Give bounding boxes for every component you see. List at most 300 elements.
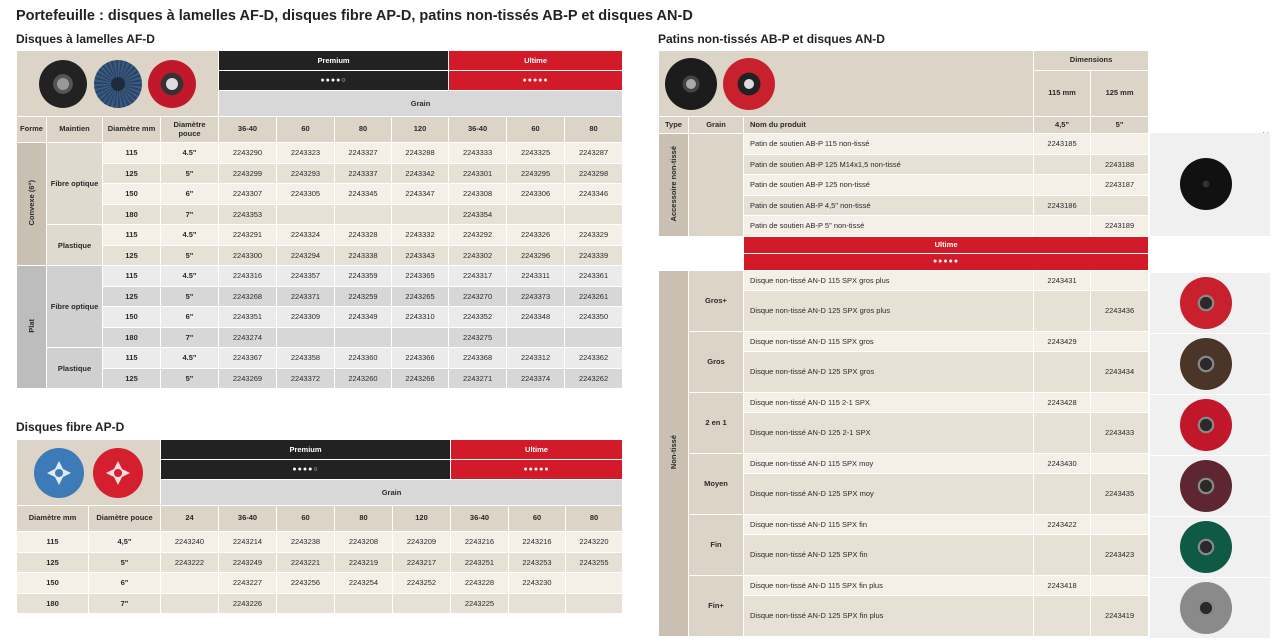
table-cell: 4.5"	[161, 266, 219, 287]
table-cell: 2243294	[277, 245, 335, 266]
abp-col-4-5in: 4,5"	[1034, 117, 1091, 134]
afd-premium-header: Premium	[219, 51, 449, 71]
table-row	[17, 143, 623, 164]
afd-product-images	[17, 51, 219, 117]
apd-col-grain: 120	[393, 506, 451, 532]
table-cell: 2243359	[335, 266, 392, 287]
table-cell: 2243271	[449, 368, 507, 389]
table-cell: 2243338	[335, 245, 392, 266]
spacer	[659, 236, 689, 253]
table-cell: 2243306	[507, 184, 565, 205]
table-cell: 2243419	[1091, 595, 1149, 636]
afd-maintien-plastique: Plastique	[47, 348, 103, 389]
apd-col-grain: 24	[161, 506, 219, 532]
table-cell: 2243343	[392, 245, 449, 266]
apd-col-grain: 36-40	[219, 506, 277, 532]
apd-table	[16, 439, 623, 614]
table-cell: 2243296	[507, 245, 565, 266]
afd-col-diam-mm: Diamètre mm	[103, 117, 161, 143]
afd-col-forme: Forme	[17, 117, 47, 143]
table-cell: 2243333	[449, 143, 507, 164]
table-cell	[277, 204, 335, 225]
table-cell: 2243366	[392, 348, 449, 369]
table-cell: 2243208	[335, 532, 393, 553]
afd-maintien-plastique: Plastique	[47, 225, 103, 266]
table-cell: 2243217	[393, 552, 451, 573]
spacer	[689, 253, 744, 270]
table-cell: 2243266	[392, 368, 449, 389]
table-cell: 2243287	[565, 143, 623, 164]
table-cell: 2243351	[219, 307, 277, 328]
table-cell: 125	[103, 245, 161, 266]
afd-premium-rating: ●●●●○	[219, 71, 449, 91]
table-cell: 2243307	[219, 184, 277, 205]
abp-dimensions-header: Dimensions	[1034, 51, 1149, 71]
table-cell: 115	[17, 532, 89, 553]
afd-col-grain: 60	[507, 117, 565, 143]
table-cell: 2243228	[451, 573, 509, 594]
table-row	[17, 225, 623, 246]
table-cell: 2243274	[219, 327, 277, 348]
abp-table	[658, 50, 1149, 637]
abp-grain-empty	[689, 134, 744, 237]
table-cell: 2243188	[1091, 154, 1149, 175]
product-name: Disque non-tissé AN-D 115 SPX gros plus	[744, 270, 1034, 290]
table-row	[17, 245, 623, 266]
table-cell: 2243216	[451, 532, 509, 553]
table-cell: 2243373	[507, 286, 565, 307]
afd-forme-plat-label: Plat	[27, 319, 36, 333]
table-cell: 2243295	[507, 163, 565, 184]
table-cell	[1091, 270, 1149, 290]
table-cell: 5"	[161, 286, 219, 307]
table-cell	[1091, 575, 1149, 595]
table-cell: 2243301	[449, 163, 507, 184]
abp-product-images	[659, 51, 1034, 117]
table-cell: 2243422	[1034, 514, 1091, 534]
table-row	[659, 392, 1149, 412]
table-cell	[566, 593, 623, 614]
product-name: Disque non-tissé AN-D 125 SPX moy	[744, 473, 1034, 514]
table-cell: 2243349	[335, 307, 392, 328]
table-row	[17, 552, 623, 573]
product-name: Disque non-tissé AN-D 125 SPX gros plus	[744, 290, 1034, 331]
table-cell: 2243185	[1034, 134, 1091, 155]
table-cell: 2243431	[1034, 270, 1091, 290]
table-row	[17, 184, 623, 205]
fiber-disc-blue-icon	[34, 448, 84, 498]
product-name: Patin de soutien AB-P 4,5" non-tissé	[744, 195, 1034, 216]
table-cell: 2243256	[277, 573, 335, 594]
table-cell: 2243252	[393, 573, 451, 594]
nonwoven-disc-image	[1150, 577, 1270, 638]
afd-ultime-rating: ●●●●●	[449, 71, 623, 91]
apd-col-grain: 36-40	[451, 506, 509, 532]
table-cell	[1034, 412, 1091, 453]
table-cell: 2243360	[335, 348, 392, 369]
table-cell: 6"	[161, 184, 219, 205]
table-cell: 2243187	[1091, 175, 1149, 196]
table-cell: 2243326	[507, 225, 565, 246]
table-row	[17, 348, 623, 369]
table-row	[659, 575, 1149, 595]
table-cell: 2243308	[449, 184, 507, 205]
afd-col-grain: 80	[565, 117, 623, 143]
table-cell: 2243186	[1034, 195, 1091, 216]
table-cell	[566, 573, 623, 594]
table-cell: 2243346	[565, 184, 623, 205]
table-cell	[393, 593, 451, 614]
table-cell: 2243300	[219, 245, 277, 266]
product-name: Patin de soutien AB-P 125 non-tissé	[744, 175, 1034, 196]
table-row	[659, 236, 1149, 253]
abp-col-nom: Nom du produit	[744, 117, 1034, 134]
table-cell: 125	[103, 163, 161, 184]
afd-section-title: Disques à lamelles AF-D	[16, 32, 155, 46]
table-cell: 4.5"	[161, 225, 219, 246]
nonwoven-disc-image	[1150, 272, 1270, 333]
afd-table	[16, 50, 623, 389]
table-cell: 150	[103, 184, 161, 205]
table-cell: 2243348	[507, 307, 565, 328]
table-cell: 2243358	[277, 348, 335, 369]
table-cell: 2243433	[1091, 412, 1149, 453]
table-cell	[509, 593, 566, 614]
product-name: Disque non-tissé AN-D 125 SPX gros	[744, 351, 1034, 392]
table-cell: 2243227	[219, 573, 277, 594]
apd-section-title: Disques fibre AP-D	[16, 420, 125, 434]
nonwoven-disc-image	[1150, 394, 1270, 455]
table-cell: 2243292	[449, 225, 507, 246]
afd-maintien-fibre: Fibre optique	[47, 266, 103, 348]
table-cell: 2243430	[1034, 453, 1091, 473]
table-cell	[1034, 473, 1091, 514]
afd-forme-plat	[17, 266, 47, 389]
table-cell: 7"	[161, 204, 219, 225]
table-cell: 180	[103, 204, 161, 225]
table-cell: 2243298	[565, 163, 623, 184]
nonwoven-disc-icon	[1180, 399, 1232, 451]
nonwoven-disc-image	[1150, 516, 1270, 577]
table-cell	[1091, 514, 1149, 534]
product-name: Disque non-tissé AN-D 115 SPX fin plus	[744, 575, 1034, 595]
afd-grain-header: Grain	[219, 91, 623, 117]
table-cell: 2243249	[219, 552, 277, 573]
product-name: Disque non-tissé AN-D 125 2-1 SPX	[744, 412, 1034, 453]
abp-type-accessoire-label: Accessoire non-tissé	[669, 146, 678, 222]
table-cell	[277, 327, 335, 348]
table-cell: 2243365	[392, 266, 449, 287]
table-cell	[392, 327, 449, 348]
table-cell: 2243253	[509, 552, 566, 573]
table-row	[17, 327, 623, 348]
table-cell	[1034, 351, 1091, 392]
afd-maintien-fibre: Fibre optique	[47, 143, 103, 225]
table-cell	[277, 593, 335, 614]
apd-ultime-header: Ultime	[451, 440, 623, 460]
nonwoven-disc-icon	[1180, 582, 1232, 634]
flap-disc-red-icon	[148, 60, 196, 108]
table-cell	[1034, 595, 1091, 636]
table-cell: 2243255	[566, 552, 623, 573]
table-cell: 2243270	[449, 286, 507, 307]
table-row	[659, 514, 1149, 534]
table-cell: 180	[103, 327, 161, 348]
table-row	[659, 134, 1149, 155]
afd-ultime-header: Ultime	[449, 51, 623, 71]
table-cell: 2243353	[219, 204, 277, 225]
apd-col-grain: 60	[509, 506, 566, 532]
table-cell: 2243367	[219, 348, 277, 369]
table-cell: 2243225	[451, 593, 509, 614]
table-row	[17, 307, 623, 328]
table-cell: 2243302	[449, 245, 507, 266]
table-row	[659, 253, 1149, 270]
table-cell: 2243374	[507, 368, 565, 389]
abp-grain-label: Fin	[689, 514, 744, 575]
table-cell: 2243261	[565, 286, 623, 307]
table-cell: 2243312	[507, 348, 565, 369]
afd-col-grain: 80	[335, 117, 392, 143]
table-cell: 2243423	[1091, 534, 1149, 575]
table-cell: 2243254	[335, 573, 393, 594]
table-cell: 2243251	[451, 552, 509, 573]
table-cell: 6"	[161, 307, 219, 328]
table-cell	[1034, 175, 1091, 196]
abp-type-accessoire	[659, 134, 689, 237]
table-row	[17, 573, 623, 594]
table-cell: 2243332	[392, 225, 449, 246]
product-name: Disque non-tissé AN-D 125 SPX fin	[744, 534, 1034, 575]
table-cell	[1091, 195, 1149, 216]
table-cell: 2243357	[277, 266, 335, 287]
product-name: Disque non-tissé AN-D 115 2-1 SPX	[744, 392, 1034, 412]
table-cell: 2243354	[449, 204, 507, 225]
table-row	[17, 266, 623, 287]
table-cell: 2243434	[1091, 351, 1149, 392]
table-cell: 2243219	[335, 552, 393, 573]
table-row	[17, 163, 623, 184]
table-cell: 2243311	[507, 266, 565, 287]
table-cell: 2243418	[1034, 575, 1091, 595]
table-row	[659, 453, 1149, 473]
table-cell: 2243269	[219, 368, 277, 389]
table-cell: 125	[103, 286, 161, 307]
afd-col-grain: 120	[392, 117, 449, 143]
nonwoven-disc-red-icon	[723, 58, 775, 110]
table-row	[659, 331, 1149, 351]
apd-col-diam-pouce: Diamètre pouce	[89, 506, 161, 532]
table-cell: 115	[103, 348, 161, 369]
abp-type-non-tisse-label: Non-tissé	[669, 434, 678, 470]
table-cell: 2243323	[277, 143, 335, 164]
table-cell	[335, 327, 392, 348]
product-name: Disque non-tissé AN-D 115 SPX fin	[744, 514, 1034, 534]
table-cell: 4.5"	[161, 143, 219, 164]
table-cell: 2243329	[565, 225, 623, 246]
table-cell: 7"	[161, 327, 219, 348]
table-cell: 7"	[89, 593, 161, 614]
abp-type-non-tisse	[659, 270, 689, 636]
table-cell: 2243337	[335, 163, 392, 184]
apd-grain-header: Grain	[161, 480, 623, 506]
table-cell: 2243429	[1034, 331, 1091, 351]
table-cell: 2243259	[335, 286, 392, 307]
apd-col-grain: 60	[277, 506, 335, 532]
apd-col-grain: 80	[335, 506, 393, 532]
table-cell: 2243260	[335, 368, 392, 389]
table-cell: 6"	[89, 573, 161, 594]
table-cell: 2243347	[392, 184, 449, 205]
table-cell: 2243342	[392, 163, 449, 184]
afd-col-maintien: Maintien	[47, 117, 103, 143]
afd-col-grain: 60	[277, 117, 335, 143]
table-row	[659, 270, 1149, 290]
abp-ultime-rating: ●●●●●	[744, 253, 1149, 270]
table-cell: 2243189	[1091, 216, 1149, 237]
table-cell	[565, 204, 623, 225]
nonwoven-disc-image	[1150, 455, 1270, 516]
table-cell: 150	[17, 573, 89, 594]
table-cell: 4.5"	[161, 348, 219, 369]
table-cell: 2243350	[565, 307, 623, 328]
table-cell: 2243305	[277, 184, 335, 205]
product-name: Patin de soutien AB-P 125 M14x1,5 non-tissé	[744, 154, 1034, 175]
table-cell: 2243372	[277, 368, 335, 389]
abp-col-115mm: 115 mm	[1034, 71, 1091, 117]
backing-pad-black-icon	[665, 58, 717, 110]
table-cell: 2243316	[219, 266, 277, 287]
table-cell	[161, 573, 219, 594]
abp-col-125mm: 125 mm	[1091, 71, 1149, 117]
flap-disc-black-icon	[39, 60, 87, 108]
product-name: Disque non-tissé AN-D 115 SPX moy	[744, 453, 1034, 473]
table-cell: 2243310	[392, 307, 449, 328]
nonwoven-disc-icon	[1180, 460, 1232, 512]
abp-col-grain: Grain	[689, 117, 744, 134]
table-cell: 2243290	[219, 143, 277, 164]
table-cell: 5"	[161, 245, 219, 266]
table-cell: 115	[103, 266, 161, 287]
table-cell: 2243328	[335, 225, 392, 246]
table-cell: 2243428	[1034, 392, 1091, 412]
table-cell: 2243352	[449, 307, 507, 328]
table-cell: 2243362	[565, 348, 623, 369]
table-cell: 2243226	[219, 593, 277, 614]
table-cell: 2243317	[449, 266, 507, 287]
table-cell: 2243230	[509, 573, 566, 594]
table-cell	[1091, 392, 1149, 412]
table-cell: 2243222	[161, 552, 219, 573]
backing-pad-icon	[1180, 158, 1232, 210]
flap-disc-blue-icon	[94, 60, 142, 108]
table-cell: 2243345	[335, 184, 392, 205]
table-cell: 125	[17, 552, 89, 573]
spacer	[659, 253, 689, 270]
fiber-disc-red-icon	[93, 448, 143, 498]
table-cell: 2243275	[449, 327, 507, 348]
table-cell	[161, 593, 219, 614]
table-cell: 2243299	[219, 163, 277, 184]
table-row	[17, 204, 623, 225]
table-cell: 4,5"	[89, 532, 161, 553]
table-cell	[335, 593, 393, 614]
afd-col-diam-pouce: Diamètre pouce	[161, 117, 219, 143]
table-cell: 2243240	[161, 532, 219, 553]
table-cell: 2243238	[277, 532, 335, 553]
abp-grain-label: Fin+	[689, 575, 744, 636]
table-cell: 2243339	[565, 245, 623, 266]
table-cell	[507, 204, 565, 225]
afd-forme-convexe	[17, 143, 47, 266]
table-cell: 2243371	[277, 286, 335, 307]
table-cell: 2243293	[277, 163, 335, 184]
table-cell: 2243265	[392, 286, 449, 307]
table-cell: 2243288	[392, 143, 449, 164]
apd-premium-rating: ●●●●○	[161, 460, 451, 480]
table-cell: 2243324	[277, 225, 335, 246]
table-cell	[1091, 331, 1149, 351]
page-title: Portefeuille : disques à lamelles AF-D, disques fibre AP-D, patins non-tissés AB-P et disques AN-D	[16, 8, 693, 24]
table-cell: 2243325	[507, 143, 565, 164]
table-cell: 2243221	[277, 552, 335, 573]
table-cell: 115	[103, 225, 161, 246]
abp-col-type: Type	[659, 117, 689, 134]
table-cell: 2243262	[565, 368, 623, 389]
table-cell: 2243220	[566, 532, 623, 553]
apd-col-diam-mm: Diamètre mm	[17, 506, 89, 532]
table-row	[17, 368, 623, 389]
table-row	[17, 532, 623, 553]
apd-product-images	[17, 440, 161, 506]
nonwoven-disc-icon	[1180, 277, 1232, 329]
spacer	[689, 236, 744, 253]
table-cell	[1034, 154, 1091, 175]
abp-ultime-header: Ultime	[744, 236, 1149, 253]
table-cell	[1091, 134, 1149, 155]
table-row	[17, 593, 623, 614]
table-cell	[335, 204, 392, 225]
afd-col-grain: 36-40	[449, 117, 507, 143]
table-cell: 5"	[161, 163, 219, 184]
backing-pad-image	[1150, 133, 1270, 236]
nonwoven-disc-icon	[1180, 521, 1232, 573]
table-cell: 2243327	[335, 143, 392, 164]
nonwoven-disc-image	[1150, 333, 1270, 394]
product-name: Patin de soutien AB-P 5" non-tissé	[744, 216, 1034, 237]
table-cell: 2243291	[219, 225, 277, 246]
product-name: Disque non-tissé AN-D 125 SPX fin plus	[744, 595, 1034, 636]
table-cell: 2243216	[509, 532, 566, 553]
abp-grain-label: 2 en 1	[689, 392, 744, 453]
table-cell: 2243435	[1091, 473, 1149, 514]
apd-col-grain: 80	[566, 506, 623, 532]
table-cell	[507, 327, 565, 348]
table-cell	[1091, 453, 1149, 473]
table-cell: 2243361	[565, 266, 623, 287]
afd-col-grain: 36-40	[219, 117, 277, 143]
table-cell: 5"	[161, 368, 219, 389]
apd-premium-header: Premium	[161, 440, 451, 460]
table-cell: 5"	[89, 552, 161, 573]
product-name: Patin de soutien AB-P 115 non-tissé	[744, 134, 1034, 155]
apd-ultime-rating: ●●●●●	[451, 460, 623, 480]
table-cell: 2243368	[449, 348, 507, 369]
table-cell: 2243268	[219, 286, 277, 307]
table-cell: 180	[17, 593, 89, 614]
product-name: Disque non-tissé AN-D 115 SPX gros	[744, 331, 1034, 351]
table-cell	[1034, 534, 1091, 575]
